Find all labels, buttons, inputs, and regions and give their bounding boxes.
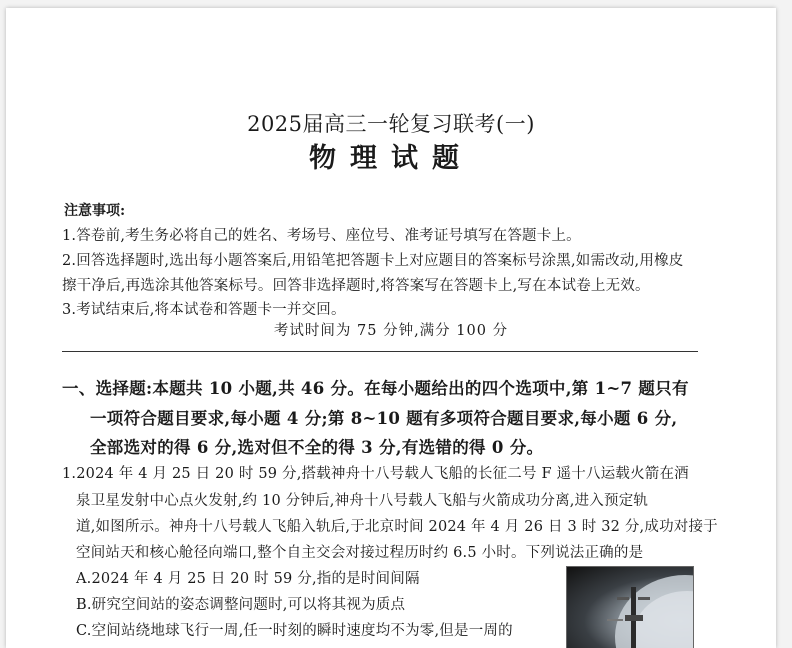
notice-heading: 注意事项: <box>64 203 126 219</box>
question-text: 空间站天和核心舱径向端口,整个自主交会对接过程历时约 6.5 小时。下列说法正确的是 <box>76 545 644 561</box>
notice-item: 擦干净后,再选涂其他答案标号。回答非选择题时,将答案写在答题卡上,写在本试卷上无效。 <box>62 278 650 294</box>
question-text: 1.2024 年 4 月 25 日 20 时 59 分,搭载神舟十八号载人飞船的长征二号 F 遥十八运载火箭在酒 <box>62 466 689 482</box>
option-a: A.2024 年 4 月 25 日 20 时 59 分,指的是时间间隔 <box>76 571 420 587</box>
notice-item: 3.考试结束后,将本试卷和答题卡一并交回。 <box>62 302 346 318</box>
question-text: 道,如图所示。神舟十八号载人飞船入轨后,于北京时间 2024 年 4 月 26 日 3 时 32 分,成功对接于 <box>76 519 718 535</box>
exam-time: 考试时间为 75 分钟,满分 100 分 <box>273 323 509 339</box>
section-instructions: 一、选择题:本题共 10 小题,共 46 分。在每小题给出的四个选项中,第 1~7 题只有 <box>62 379 689 398</box>
exam-title: 2025届高三一轮复习联考(一) <box>247 112 535 136</box>
option-c: C.空间站绕地球飞行一周,任一时刻的瞬时速度均不为零,但是一周的 <box>76 623 513 639</box>
question-text: 泉卫星发射中心点火发射,约 10 分钟后,神舟十八号载人飞船与火箭成功分离,进入预定轨 <box>76 493 649 509</box>
option-b: B.研究空间站的姿态调整问题时,可以将其视为质点 <box>76 597 406 613</box>
subject-title: 物理试题 <box>309 143 473 174</box>
section-instructions: 全部选对的得 6 分,选对但不全的得 3 分,有选错的得 0 分。 <box>90 438 544 457</box>
section-instructions: 一项符合题目要求,每小题 4 分;第 8~10 题有多项符合题目要求,每小题 6 分, <box>90 409 678 428</box>
space-station-photo <box>566 566 694 648</box>
notice-item: 1.答卷前,考生务必将自己的姓名、考场号、座位号、准考证号填写在答题卡上。 <box>62 228 581 244</box>
exam-page <box>6 8 776 648</box>
divider-line <box>62 351 698 352</box>
notice-item: 2.回答选择题时,选出每小题答案后,用铅笔把答题卡上对应题目的答案标号涂黑,如需改动,用橡皮 <box>62 253 684 269</box>
